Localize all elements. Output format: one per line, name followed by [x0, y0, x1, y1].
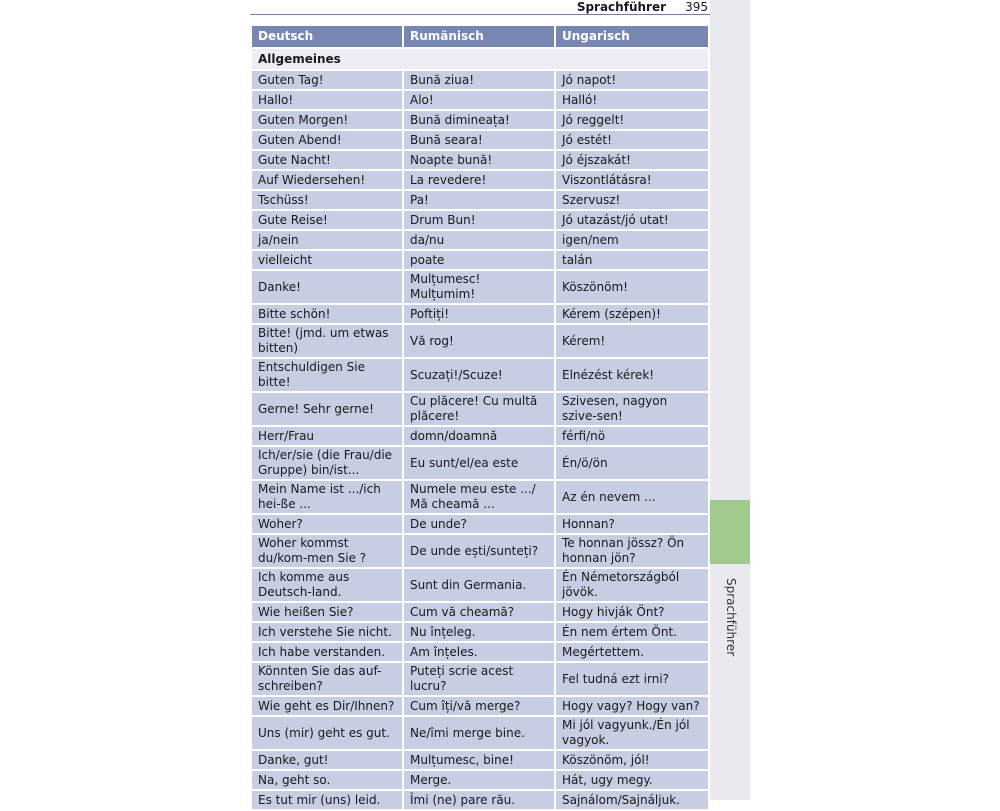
- cell-deutsch: Entschuldigen Sie bitte!: [252, 359, 402, 391]
- cell-rumaenisch: Cum îți/vă merge?: [404, 697, 554, 715]
- table-row: [252, 359, 708, 391]
- cell-rumaenisch: Nu înțeleg.: [404, 623, 554, 641]
- table-row: [252, 643, 708, 661]
- cell-deutsch: Guten Morgen!: [252, 111, 402, 129]
- table-row: [252, 623, 708, 641]
- cell-deutsch: Danke!: [252, 271, 402, 303]
- section-title: Allgemeines: [252, 49, 708, 69]
- cell-rumaenisch: De unde?: [404, 515, 554, 533]
- cell-ungarisch: Fel tudná ezt irni?: [556, 663, 708, 695]
- cell-deutsch: Ich verstehe Sie nicht.: [252, 623, 402, 641]
- cell-rumaenisch: Noapte bună!: [404, 151, 554, 169]
- table-row: [252, 171, 708, 189]
- cell-ungarisch: Kérem!: [556, 325, 708, 357]
- cell-ungarisch: Mi jól vagyunk./Én jól vagyok.: [556, 717, 708, 749]
- cell-ungarisch: Megértettem.: [556, 643, 708, 661]
- table-row: [252, 447, 708, 479]
- cell-ungarisch: Honnan?: [556, 515, 708, 533]
- cell-ungarisch: Kérem (szépen)!: [556, 305, 708, 323]
- table-header-row: [252, 26, 708, 47]
- phrasebook-table: [250, 24, 710, 811]
- cell-ungarisch: Viszontlátásra!: [556, 171, 708, 189]
- cell-rumaenisch: Ne/îmi merge bine.: [404, 717, 554, 749]
- table-row: [252, 697, 708, 715]
- cell-ungarisch: Sajnálom/Sajnáljuk.: [556, 791, 708, 809]
- cell-rumaenisch: Eu sunt/el/ea este: [404, 447, 554, 479]
- table-row: [252, 663, 708, 695]
- cell-ungarisch: Jó utazást/jó utat!: [556, 211, 708, 229]
- cell-rumaenisch: da/nu: [404, 231, 554, 249]
- cell-deutsch: ja/nein: [252, 231, 402, 249]
- table-row: [252, 151, 708, 169]
- cell-rumaenisch: Scuzați!/Scuze!: [404, 359, 554, 391]
- cell-ungarisch: Hát, ugy megy.: [556, 771, 708, 789]
- cell-rumaenisch: Bună ziua!: [404, 71, 554, 89]
- table-row: [252, 717, 708, 749]
- column-header-deutsch: Deutsch: [252, 26, 402, 47]
- cell-rumaenisch: Numele meu este .../ Mă cheamă ...: [404, 481, 554, 513]
- cell-ungarisch: Hogy vagy? Hogy van?: [556, 697, 708, 715]
- cell-rumaenisch: Sunt din Germania.: [404, 569, 554, 601]
- cell-rumaenisch: Vă rog!: [404, 325, 554, 357]
- cell-deutsch: Woher kommst du/kom-men Sie ?: [252, 535, 402, 567]
- book-page: [250, 0, 710, 807]
- cell-rumaenisch: domn/doamnă: [404, 427, 554, 445]
- cell-rumaenisch: Cu plăcere! Cu multă plăcere!: [404, 393, 554, 425]
- cell-ungarisch: Én nem értem Önt.: [556, 623, 708, 641]
- table-row: [252, 71, 708, 89]
- side-tab: [710, 0, 750, 800]
- table-row: [252, 791, 708, 809]
- table-row: [252, 603, 708, 621]
- cell-rumaenisch: De unde ești/sunteți?: [404, 535, 554, 567]
- table-row: [252, 91, 708, 109]
- cell-ungarisch: Köszönöm, jól!: [556, 751, 708, 769]
- cell-deutsch: Herr/Frau: [252, 427, 402, 445]
- cell-deutsch: Woher?: [252, 515, 402, 533]
- cell-rumaenisch: Cum vă cheamă?: [404, 603, 554, 621]
- table-row: [252, 427, 708, 445]
- cell-rumaenisch: poate: [404, 251, 554, 269]
- cell-ungarisch: férfi/nö: [556, 427, 708, 445]
- cell-ungarisch: Szervusz!: [556, 191, 708, 209]
- cell-deutsch: Es tut mir (uns) leid.: [252, 791, 402, 809]
- cell-deutsch: Danke, gut!: [252, 751, 402, 769]
- running-head-title: Sprachführer: [576, 0, 666, 14]
- cell-rumaenisch: Drum Bun!: [404, 211, 554, 229]
- cell-ungarisch: Te honnan jössz? Ön honnan jön?: [556, 535, 708, 567]
- table-row: [252, 771, 708, 789]
- cell-rumaenisch: Bună dimineața!: [404, 111, 554, 129]
- cell-deutsch: Uns (mir) geht es gut.: [252, 717, 402, 749]
- cell-deutsch: Guten Abend!: [252, 131, 402, 149]
- cell-deutsch: Bitte! (jmd. um etwas bitten): [252, 325, 402, 357]
- cell-ungarisch: Az én nevem ...: [556, 481, 708, 513]
- cell-deutsch: Na, geht so.: [252, 771, 402, 789]
- cell-ungarisch: Elnézést kérek!: [556, 359, 708, 391]
- cell-ungarisch: Jó napot!: [556, 71, 708, 89]
- cell-rumaenisch: Alo!: [404, 91, 554, 109]
- table-row: [252, 393, 708, 425]
- cell-ungarisch: Jó reggelt!: [556, 111, 708, 129]
- cell-rumaenisch: Am înțeles.: [404, 643, 554, 661]
- cell-ungarisch: igen/nem: [556, 231, 708, 249]
- cell-deutsch: Ich/er/sie (die Frau/die Gruppe) bin/ist...: [252, 447, 402, 479]
- table-row: [252, 111, 708, 129]
- cell-ungarisch: Szivesen, nagyon szive-sen!: [556, 393, 708, 425]
- cell-deutsch: Gerne! Sehr gerne!: [252, 393, 402, 425]
- column-header-ungarisch: Ungarisch: [556, 26, 708, 47]
- table-row: [252, 325, 708, 357]
- column-header-rumaenisch: Rumänisch: [404, 26, 554, 47]
- side-tab-label: Sprachführer: [724, 578, 738, 657]
- cell-rumaenisch: La revedere!: [404, 171, 554, 189]
- cell-ungarisch: Halló!: [556, 91, 708, 109]
- cell-ungarisch: Köszönöm!: [556, 271, 708, 303]
- cell-deutsch: Hallo!: [252, 91, 402, 109]
- cell-rumaenisch: Pa!: [404, 191, 554, 209]
- cell-rumaenisch: Bună seara!: [404, 131, 554, 149]
- cell-deutsch: Tschüss!: [252, 191, 402, 209]
- cell-deutsch: Gute Reise!: [252, 211, 402, 229]
- cell-rumaenisch: Îmi (ne) pare rău.: [404, 791, 554, 809]
- cell-deutsch: Auf Wiedersehen!: [252, 171, 402, 189]
- cell-deutsch: Wie geht es Dir/Ihnen?: [252, 697, 402, 715]
- table-row: [252, 271, 708, 303]
- page-number: 395: [685, 0, 708, 14]
- cell-deutsch: Bitte schön!: [252, 305, 402, 323]
- cell-rumaenisch: Mulțumesc! Mulțumim!: [404, 271, 554, 303]
- table-row: [252, 211, 708, 229]
- cell-deutsch: vielleicht: [252, 251, 402, 269]
- cell-ungarisch: Én/ö/ön: [556, 447, 708, 479]
- cell-ungarisch: Én Németországból jövök.: [556, 569, 708, 601]
- table-row: [252, 515, 708, 533]
- cell-rumaenisch: Merge.: [404, 771, 554, 789]
- table-row: [252, 751, 708, 769]
- cell-deutsch: Könnten Sie das auf-schreiben?: [252, 663, 402, 695]
- section-marker: [710, 500, 750, 564]
- cell-deutsch: Ich habe verstanden.: [252, 643, 402, 661]
- cell-rumaenisch: Mulțumesc, bine!: [404, 751, 554, 769]
- cell-ungarisch: Hogy hivják Önt?: [556, 603, 708, 621]
- cell-deutsch: Ich komme aus Deutsch-land.: [252, 569, 402, 601]
- cell-deutsch: Mein Name ist .../ich hei-ße ...: [252, 481, 402, 513]
- table-row: [252, 535, 708, 567]
- running-head: [250, 0, 710, 15]
- table-row: [252, 191, 708, 209]
- cell-deutsch: Guten Tag!: [252, 71, 402, 89]
- table-row: [252, 305, 708, 323]
- cell-deutsch: Gute Nacht!: [252, 151, 402, 169]
- cell-ungarisch: Jó éjszakát!: [556, 151, 708, 169]
- table-row: [252, 569, 708, 601]
- cell-rumaenisch: Puteți scrie acest lucru?: [404, 663, 554, 695]
- table-row: [252, 251, 708, 269]
- cell-ungarisch: talán: [556, 251, 708, 269]
- cell-rumaenisch: Poftiți!: [404, 305, 554, 323]
- table-row: [252, 231, 708, 249]
- cell-deutsch: Wie heißen Sie?: [252, 603, 402, 621]
- cell-ungarisch: Jó estét!: [556, 131, 708, 149]
- table-row: [252, 481, 708, 513]
- section-row: [252, 49, 708, 69]
- table-row: [252, 131, 708, 149]
